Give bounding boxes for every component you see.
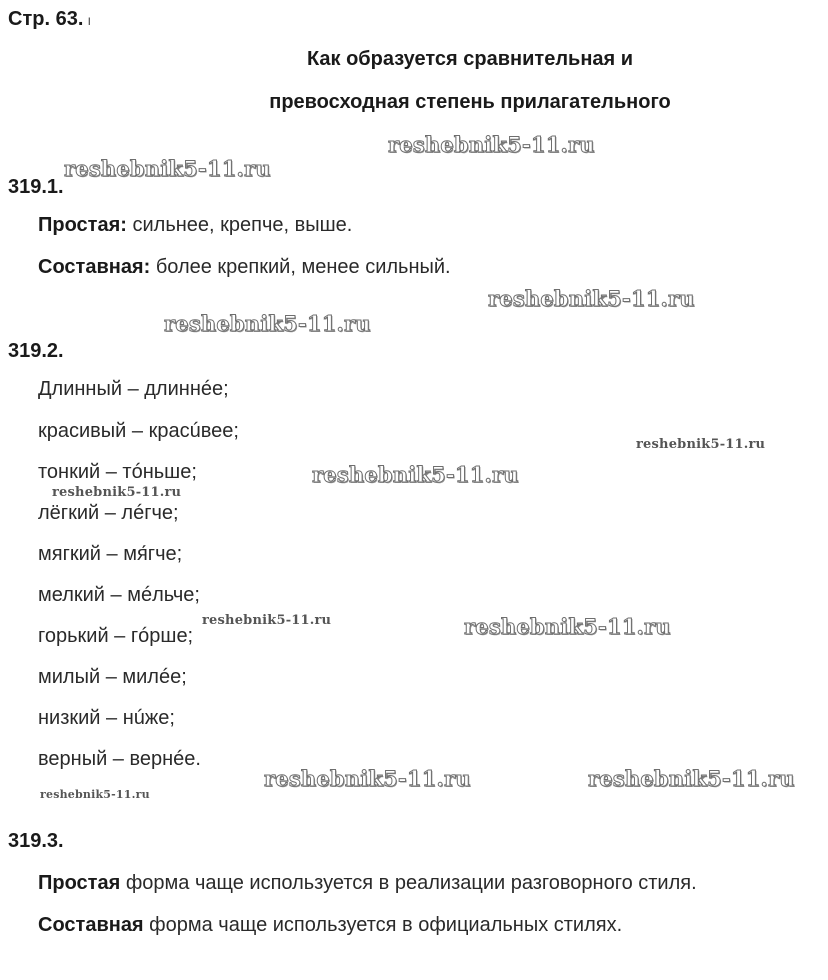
task-2-line: лёгкий – лéгче; xyxy=(38,502,179,524)
watermark: reshebnik5-11.ru xyxy=(464,614,671,639)
task-3-line-compound xyxy=(38,914,622,937)
page-mark: ı xyxy=(87,12,92,28)
watermark: reshebnik5-11.ru xyxy=(52,485,182,500)
task-3-line-compound-text: форма чаще используется в официальных стилях. xyxy=(143,914,623,936)
task-2-line: красивый – красúвее; xyxy=(38,420,239,442)
watermark: reshebnik5-11.ru xyxy=(64,156,271,181)
page-number-text: Стр. 63. xyxy=(8,8,84,30)
watermark: reshebnik5-11.ru xyxy=(164,311,371,336)
task-1-line-simple xyxy=(38,214,352,237)
task-1-line-compound xyxy=(38,256,451,279)
task-1-line-simple-label: Простая: xyxy=(38,214,127,236)
task-2-line: мелкий – мéльче; xyxy=(38,584,200,606)
task-3-line-simple-label: Простая xyxy=(38,872,121,894)
watermark: reshebnik5-11.ru xyxy=(488,286,695,311)
watermark: reshebnik5-11.ru xyxy=(40,788,150,801)
task-2-line: мягкий – мя́гче; xyxy=(38,543,183,565)
watermark: reshebnik5-11.ru xyxy=(388,132,595,157)
task-1-line-simple-text: сильнее, крепче, выше. xyxy=(126,214,353,236)
task-3-number: 319.3. xyxy=(8,830,64,852)
task-1-line-compound-label: Составная: xyxy=(38,256,151,278)
task-2-line: верный – вернée. xyxy=(38,748,201,770)
task-3-line-simple xyxy=(38,872,697,895)
task-1-number: 319.1. xyxy=(8,176,64,198)
watermark: reshebnik5-11.ru xyxy=(588,766,795,791)
task-2-line: низкий – нúже; xyxy=(38,707,175,729)
task-2-line: Длинный – длиннée; xyxy=(38,378,229,400)
task-3-line-simple-text: форма чаще используется в реализации разговорного стиля. xyxy=(120,872,697,894)
task-3-line-compound-label: Составная xyxy=(38,914,144,936)
title-line-1: Как образуется сравнительная и xyxy=(306,48,634,70)
title-line-2: превосходная степень прилагательного xyxy=(269,91,671,113)
watermark: reshebnik5-11.ru xyxy=(312,462,519,487)
watermark: reshebnik5-11.ru xyxy=(636,437,766,452)
watermark: reshebnik5-11.ru xyxy=(202,613,332,628)
page-number xyxy=(8,8,91,31)
task-2-line: тонкий – тóньше; xyxy=(38,461,197,483)
task-2-number: 319.2. xyxy=(8,340,64,362)
task-2-line: милый – милée; xyxy=(38,666,187,688)
task-1-line-compound-text: более крепкий, менее сильный. xyxy=(150,256,451,278)
task-2-line: горький – гóрше; xyxy=(38,625,194,647)
watermark: reshebnik5-11.ru xyxy=(264,766,471,791)
